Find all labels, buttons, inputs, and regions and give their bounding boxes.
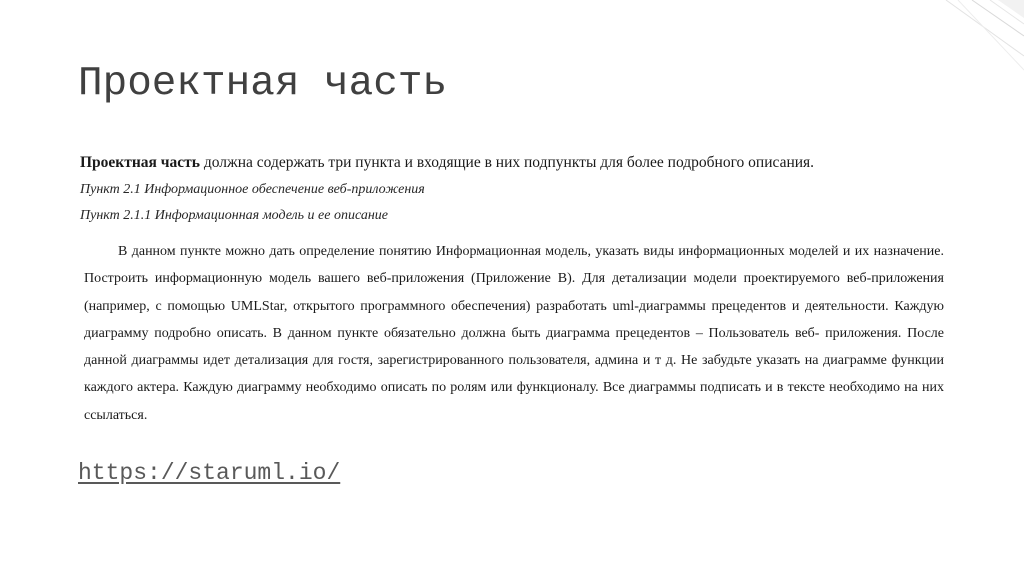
lead-paragraph bbox=[80, 152, 960, 174]
corner-decoration bbox=[894, 0, 1024, 80]
slide-title: Проектная часть bbox=[78, 61, 448, 107]
lead-bold-term: Проектная часть bbox=[80, 154, 200, 171]
staruml-link[interactable]: https://staruml.io/ bbox=[78, 460, 341, 486]
item-2-1: Пункт 2.1 Информационное обеспечение веб-приложения bbox=[80, 182, 425, 197]
lead-text: должна содержать три пункта и входящие в них подпункты для более подробного описания. bbox=[199, 154, 815, 171]
item-2-1-1: Пункт 2.1.1 Информационная модель и ее описание bbox=[80, 208, 388, 223]
body-paragraph: В данном пункте можно дать определение понятию Информационная модель, указать виды информационных моделей и их назначение. Построить информационную модель вашего веб-приложения (Приложение В). Для детализации модели проектируемого веб-приложения (например, с помощью UMLStar, открытого программного обеспечения) разработать uml-диаграммы прецедентов и деятельности. Каждую диаграмму подробно описать. В данном пункте обязательно должна быть диаграмма прецедентов – Пользователь веб- приложения. После данной диаграммы идет детализация для гостя, зарегистрированного пользователя, админа и т д. Не забудьте указать на диаграмме функции каждого актера. Каждую диаграмму необходимо описать по ролям или функционалу. Все диаграммы подписать и в тексте необходимо на них ссылаться. bbox=[84, 244, 944, 423]
